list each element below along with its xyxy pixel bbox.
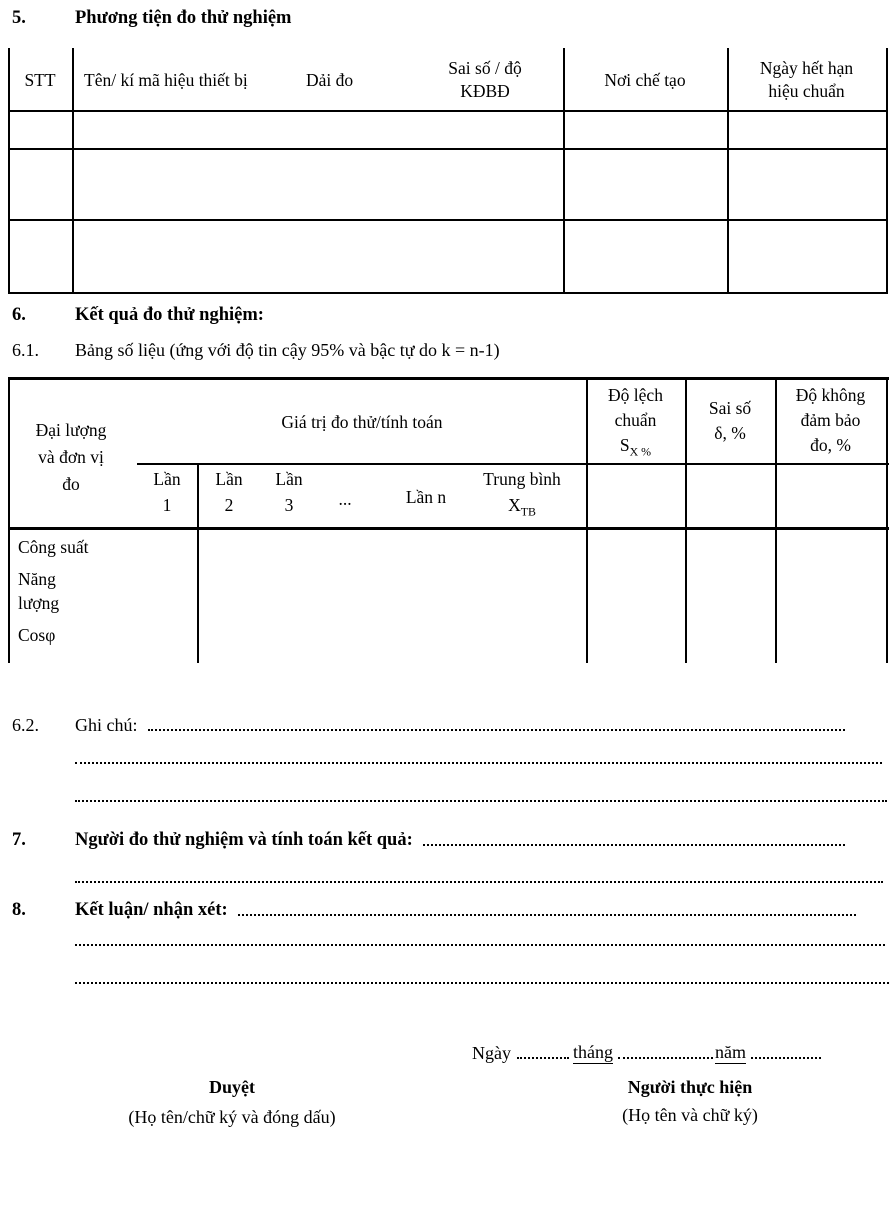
dotted-line-section8-2 xyxy=(75,944,885,946)
table6-border-right xyxy=(886,377,888,663)
table6-header-mean: Trung bình $X_{TB}$ xyxy=(483,469,561,519)
table5-empty-row-3 xyxy=(8,221,886,290)
date-year-dots xyxy=(751,1057,821,1059)
section5-heading xyxy=(12,8,612,29)
date-month-dots xyxy=(618,1057,713,1059)
table5-border-right xyxy=(886,48,888,294)
section5-title: Phương tiện đo thử nghiệm xyxy=(75,8,292,28)
table6-border-top xyxy=(8,377,889,380)
section8-row xyxy=(12,897,856,921)
signature-date-line xyxy=(472,1040,856,1064)
section8-number: 8. xyxy=(12,900,26,920)
section6-1-heading xyxy=(12,340,712,361)
section6-heading xyxy=(12,305,612,326)
table5-header-range: Dải đo xyxy=(306,70,354,90)
dotted-line-notes-2 xyxy=(75,762,882,764)
approver-note: (Họ tên/chữ ký và đóng dấu) xyxy=(128,1107,336,1127)
table6-row-label-power: Công suất xyxy=(18,537,89,557)
section6-2-row xyxy=(12,712,845,736)
table5-header-stt: STT xyxy=(24,70,56,90)
table6-header-stddev: Độ lệch chuẩn $S_{X \%}$ xyxy=(608,385,663,459)
table6-row-label-cos: Cosφ xyxy=(18,625,56,645)
table5-empty-row-1 xyxy=(8,112,886,146)
section7-number: 7. xyxy=(12,830,26,850)
table6-header-ellipsis: ... xyxy=(338,489,352,509)
date-month-label: tháng xyxy=(573,1042,613,1062)
table6-header-uncertainty: Độ không đảm bảo đo, % xyxy=(795,385,866,455)
section6-2-fill-dots xyxy=(148,729,846,731)
table5-header-error: Sai số / độ KĐBĐ xyxy=(448,58,522,101)
table6-header-quantity: Đại lượng và đơn vị đo xyxy=(35,420,107,494)
dotted-line-notes-3 xyxy=(75,800,887,802)
table5-header-expiry: Ngày hết hạn hiệu chuẩn xyxy=(759,58,854,101)
table6-header-trial-n: Lần n xyxy=(405,487,447,507)
table6-header-values-group: Giá trị đo thử/tính toán xyxy=(281,412,443,432)
approver-title: Duyệt xyxy=(209,1077,255,1097)
table5-header-origin: Nơi chế tạo xyxy=(604,70,686,90)
section6-1-number: 6.1. xyxy=(12,340,39,360)
table6-values-empty-area xyxy=(199,529,584,661)
date-day-label: Ngày xyxy=(472,1043,511,1063)
performer-title: Người thực hiện xyxy=(627,1077,753,1097)
section6-number: 6. xyxy=(12,305,26,325)
section6-2-number: 6.2. xyxy=(12,715,39,735)
dotted-line-section7 xyxy=(75,881,883,883)
section6-title: Kết quả đo thử nghiệm: xyxy=(75,305,264,325)
table5-empty-row-2 xyxy=(8,150,886,217)
section8-fill-dots xyxy=(238,914,856,916)
date-day-dots xyxy=(517,1057,569,1059)
table5-header-device: Tên/ kí mã hiệu thiết bị xyxy=(84,70,248,90)
table6-header-trial1: Lần 1 xyxy=(153,469,181,515)
table6-header-trial2: Lần 2 xyxy=(215,469,243,515)
table5-border-bottom xyxy=(8,292,888,294)
table6-header-trial3: Lần 3 xyxy=(275,469,303,515)
section6-2-label: Ghi chú: xyxy=(75,715,138,735)
date-year-label: năm xyxy=(715,1042,746,1062)
section8-label: Kết luận/ nhận xét: xyxy=(75,900,228,920)
section7-fill-dots xyxy=(423,844,845,846)
section7-label: Người đo thử nghiệm và tính toán kết quả: xyxy=(75,830,413,850)
dotted-line-section8-3 xyxy=(75,982,889,984)
section5-number: 5. xyxy=(12,8,26,28)
section6-1-title: Bảng số liệu (ứng với độ tin cậy 95% và bậc tự do k = n-1) xyxy=(75,340,500,360)
table6-header-error: Sai số δ, % xyxy=(708,398,752,443)
performer-note: (Họ tên và chữ ký) xyxy=(622,1105,758,1125)
table6-row-label-energy: Năng lượng xyxy=(18,569,60,613)
section7-row xyxy=(12,827,845,851)
